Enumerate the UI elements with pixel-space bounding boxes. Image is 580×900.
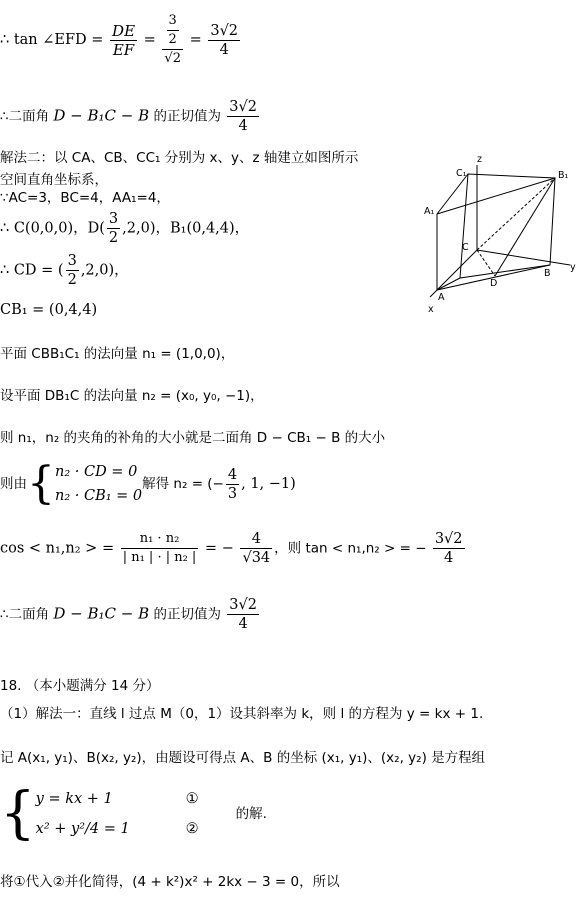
point-coordinates: ∴ C(0,0,0)，D( $\frac{3}{2}$ ,2,0)，B₁(0,4,4)， — [0, 211, 250, 246]
coordinate-system-text: 空间直角坐标系， — [0, 172, 108, 188]
fig-label-c: C — [462, 242, 469, 253]
solve-system: 则由{ n₂ · CD = 0 n₂ · CB₁ = 0 解得 n₂ = (− $\frac{4}{3}$ , 1, −1) — [0, 458, 296, 509]
equation-tan-efd: ∴ tan ∠EFD = $\frac{DE}{EF}$ = $\frac{\frac{3}{2}}{√2}$ = $\frac{3√2}{4}$ — [0, 13, 239, 66]
fig-label-b: B — [544, 268, 551, 279]
fig-label-a: A — [438, 292, 445, 303]
vector-cd: ∴ CD = ( $\frac{3}{2}$ ,2,0)， — [0, 253, 129, 288]
fig-label-z: z — [477, 154, 482, 165]
angle-statement: 则 n₁，n₂ 的夹角的补角的大小就是二面角 D − CB₁ − B 的大小 — [0, 430, 386, 446]
cos-tan-computation: cos < n₁,n₂ > = $\frac{\text{n₁ · n₂}}{\text{| n₁ | · | n₂ |}}$ = − $\frac{4}{√34}$ ，则 tan < n₁,n₂ > = − $\frac{3√2}{4}$ — [0, 531, 463, 566]
line-equation: （1）解法一：直线 l 过点 M（0，1）设其斜率为 k，则 l 的方程为 y = kx + 1. — [0, 706, 484, 722]
method-two-heading: 解法二：以 CA、CB、CC₁ 分别为 x、y、z 轴建立如图所示 — [0, 150, 359, 166]
fig-label-a1: A₁ — [424, 206, 435, 217]
normal-vector-n1: 平面 CBB₁C₁ 的法向量 n₁ = (1,0,0)， — [0, 346, 235, 362]
given-lengths: ∵AC=3，BC=4，AA₁=4， — [0, 190, 170, 206]
substitution-step: 将①代入②并化简得，(4 + k²)x² + 2kx − 3 = 0，所以 — [0, 874, 340, 890]
equation-system: { y = kx + 1 x² + y²/4 = 1 ① ② 的解. — [0, 781, 267, 846]
conclusion-tangent-2: ∴二面角 D − B₁C − B 的正切值为 $\frac{3√2}{4}$ — [0, 597, 257, 632]
y-axis — [477, 250, 570, 265]
problem-18-heading: 18. （本小题满分 14 分） — [0, 678, 160, 694]
fig-label-y: y — [570, 262, 576, 273]
fig-label-x: x — [428, 304, 434, 315]
fig-label-d: D — [490, 278, 498, 289]
back-face — [460, 174, 555, 278]
fig-label-b1: B₁ — [558, 170, 569, 181]
prism-figure — [420, 150, 580, 320]
fig-label-c1: C₁ — [456, 168, 467, 179]
vector-cb1: CB₁ = (0,4,4) — [0, 302, 98, 318]
points-ab-statement: 记 A(x₁, y₁)、B(x₂, y₂)，由题设可得点 A、B 的坐标 (x₁, y₁)、(x₂, y₂) 是方程组 — [0, 750, 486, 766]
normal-vector-n2: 设平面 DB₁C 的法向量 n₂ = (x₀, y₀, −1)， — [0, 388, 264, 404]
conclusion-tangent-1: ∴二面角 D − B₁C − B 的正切值为 $\frac{3√2}{4}$ — [0, 99, 257, 134]
